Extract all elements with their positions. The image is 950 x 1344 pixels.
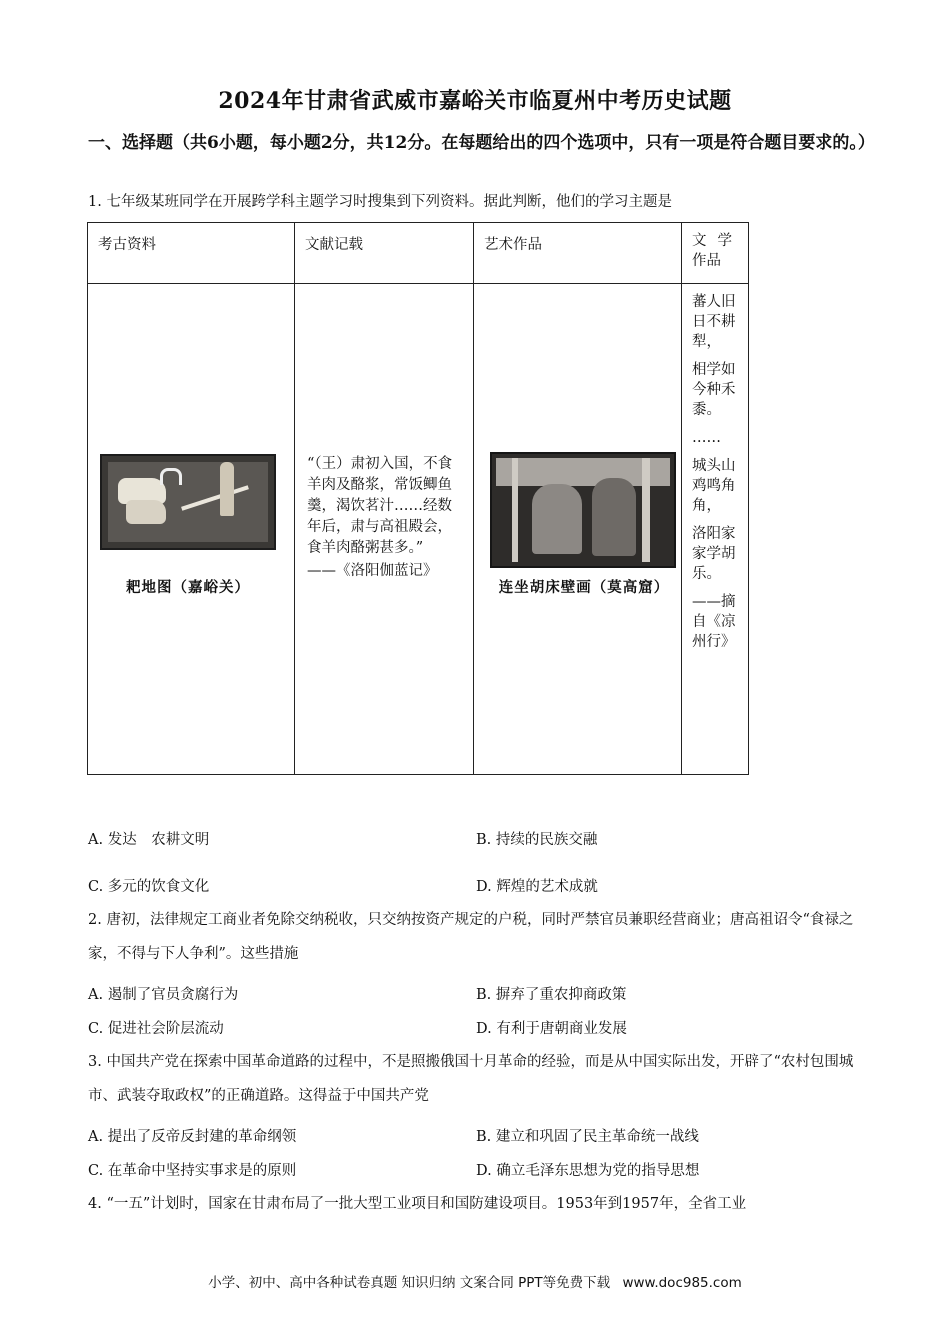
q1-option-b: B. 持续的民族交融 xyxy=(476,832,598,848)
harrowing-mural-image xyxy=(100,454,276,550)
page-footer xyxy=(0,1271,950,1291)
q3-option-b: B. 建立和巩固了民主革命统一战线 xyxy=(476,1129,699,1145)
poem-line: 洛阳家家学胡乐。 xyxy=(692,526,736,582)
header-literature: 文 学 作品 xyxy=(682,223,749,284)
dunhuang-mural-image xyxy=(490,452,676,568)
question-2-stem: 2. 唐初，法律规定工商业者免除交纳税收，只交纳按资产规定的户税，同时严禁官员兼职经营商业；唐高祖诏令“食禄之家，不得与下人争利”。这些措施 xyxy=(88,912,854,962)
poem-source: ——摘自《凉州行》 xyxy=(692,594,736,650)
header-art: 艺术作品 xyxy=(474,223,682,284)
q1-option-c: C. 多元的饮食文化 xyxy=(88,879,210,895)
page-title: 2024年甘肃省武威市嘉峪关市临夏州中考历史试题 xyxy=(218,88,732,114)
footer-text: 小学、初中、高中各种试卷真题 知识归纳 文案合同 PPT等免费下载 xyxy=(208,1275,611,1291)
question-4-stem: 4. “一五”计划时，国家在甘肃布局了一批大型工业项目和国防建设项目。1953年到1957年，全省工业 xyxy=(88,1196,747,1212)
poem-ellipsis: …… xyxy=(692,430,721,446)
source-table xyxy=(87,222,749,775)
q2-option-d: D. 有利于唐朝商业发展 xyxy=(476,1021,627,1037)
art-cell xyxy=(474,284,682,775)
q1-option-a: A. 发达 农耕文明 xyxy=(88,832,210,848)
q3-option-d: D. 确立毛泽东思想为党的指导思想 xyxy=(476,1163,700,1179)
header-documents: 文献记载 xyxy=(295,223,474,284)
archaeology-cell xyxy=(88,284,295,775)
header-archaeology: 考古资料 xyxy=(88,223,295,284)
literature-cell xyxy=(682,284,749,775)
document-source: ——《洛阳伽蓝记》 xyxy=(307,563,438,579)
q3-option-c: C. 在革命中坚持实事求是的原则 xyxy=(88,1163,297,1179)
document-cell xyxy=(295,284,474,775)
q2-option-b: B. 摒弃了重农抑商政策 xyxy=(476,987,627,1003)
q2-option-c: C. 促进社会阶层流动 xyxy=(88,1021,224,1037)
document-quote: “（王）肃初入国，不食羊肉及酪浆，常饭鲫鱼 羹，渴饮茗汁……经数年后，肃与高祖殿会，食羊肉酪粥甚多。” xyxy=(307,456,453,556)
question-1-stem: 1. 七年级某班同学在开展跨学科主题学习时搜集到下列资料。据此判断，他们的学习主题是 xyxy=(88,194,672,210)
art-caption: 连坐胡床壁画（莫高窟） xyxy=(498,579,670,596)
poem-line: 蕃人旧日不耕犁， xyxy=(692,294,736,350)
footer-url[interactable]: www.doc985.com xyxy=(622,1275,742,1291)
section-heading: 一、选择题（共6小题，每小题2分，共12分。在每题给出的四个选项中，只有一项是符合题目要求的。） xyxy=(88,133,875,153)
q3-option-a: A. 提出了反帝反封建的革命纲领 xyxy=(88,1129,297,1145)
q2-option-a: A. 遏制了官员贪腐行为 xyxy=(88,987,239,1003)
question-3-stem: 3. 中国共产党在探索中国革命道路的过程中，不是照搬俄国十月革命的经验，而是从中国实际出发，开辟了“农村包围城市、武装夺取政权”的正确道路。这得益于中国共产党 xyxy=(88,1054,854,1104)
archaeology-caption: 耙地图（嘉峪关） xyxy=(126,579,250,596)
poem-line: 相学如今种禾黍。 xyxy=(692,362,736,418)
q1-option-d: D. 辉煌的艺术成就 xyxy=(476,879,598,895)
poem-line: 城头山鸡鸣角角， xyxy=(692,458,736,514)
